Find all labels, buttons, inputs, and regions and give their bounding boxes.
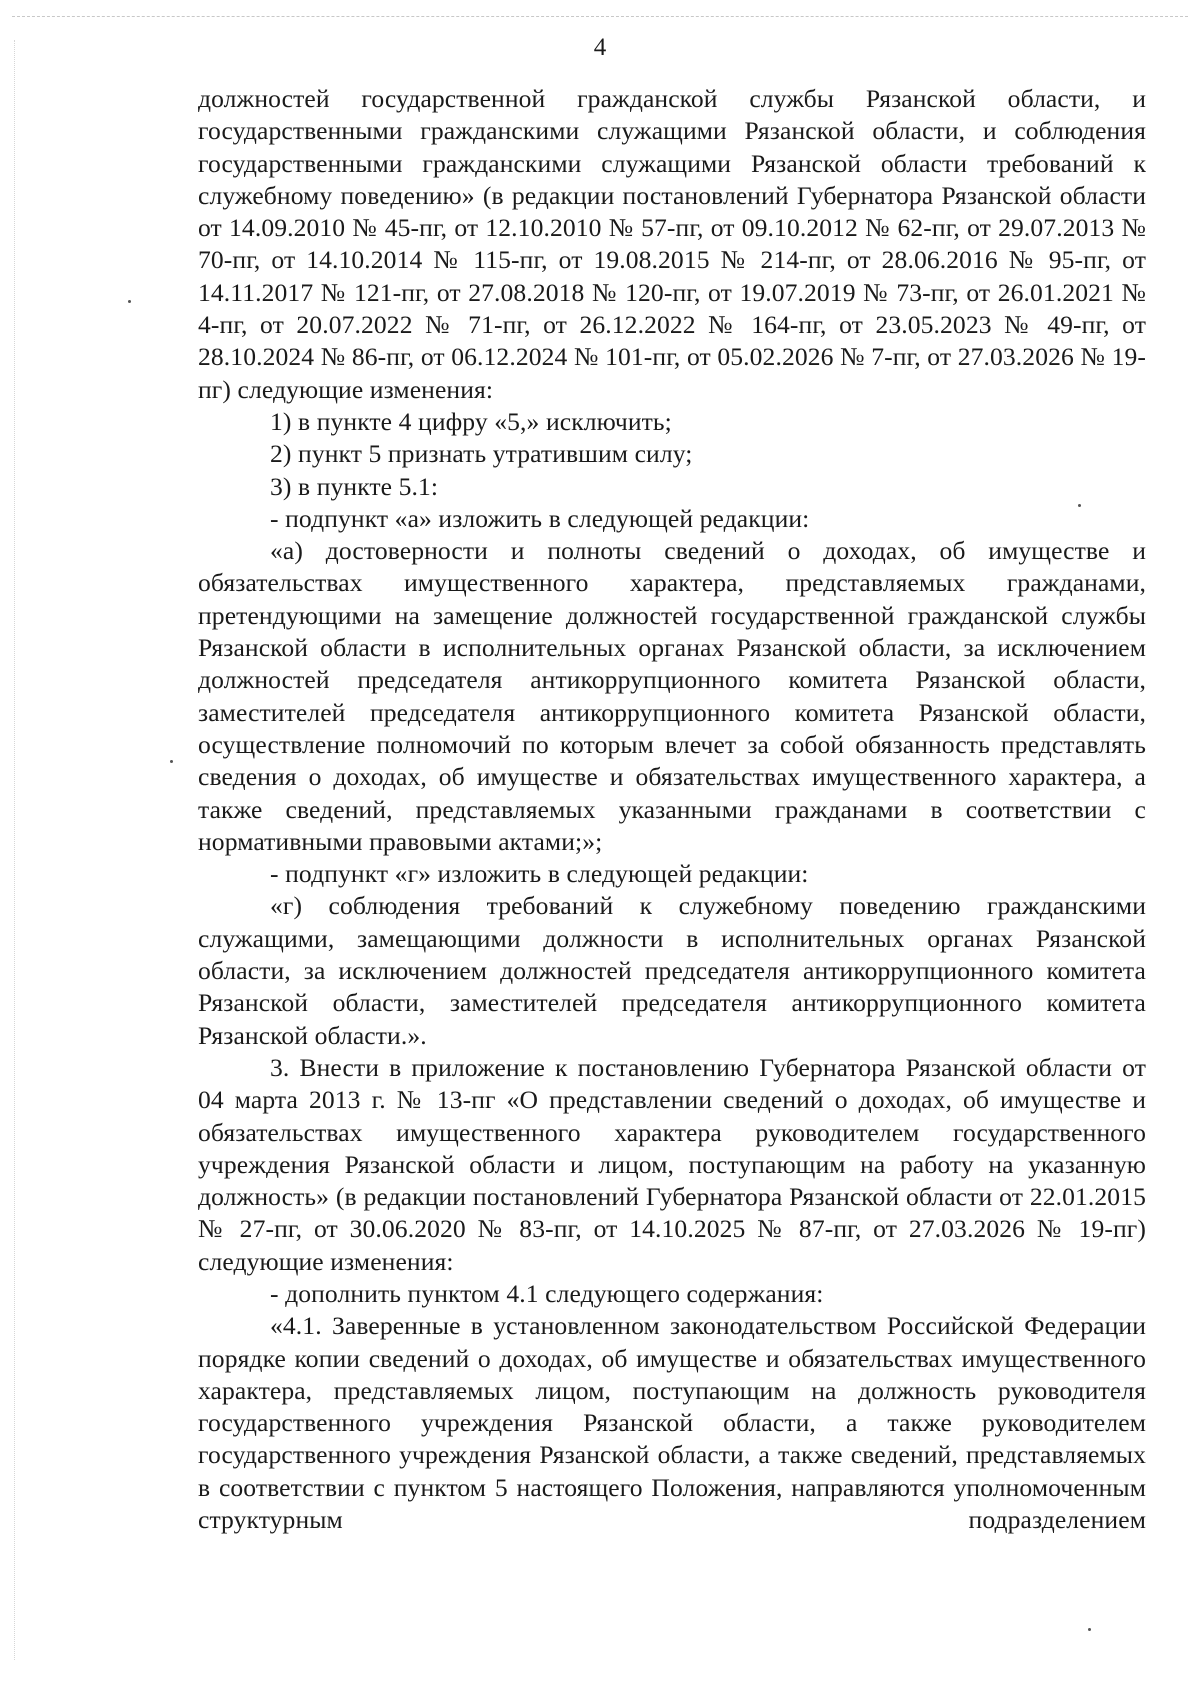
list-item-2: 2) пункт 5 признать утратившим силу; bbox=[270, 439, 693, 469]
page-number: 4 bbox=[593, 34, 607, 61]
section-3-text: 3. Внести в приложение к постановлению Губернатора Рязанской области от 04 марта 2013 г. № 13-пг «О представлении сведений о доходах, об имуществе и обязательствах имущественного характера руководителем государственного учреждения Рязанской области и лицом, поступающим на работу на указанную должность» (в редакции постановлений Губернатора Рязанской области от 22.01.2015 № 27-пг, от 30.06.2020 № 83-пг, от 14.10.2025 № 87-пг, от 27.03.2026 № 19-пг) следующие изменения: bbox=[198, 1052, 1146, 1276]
subitem-g-heading: - подпункт «г» изложить в следующей редакции: bbox=[270, 859, 809, 889]
section-3-heading: - дополнить пунктом 4.1 следующего содержания: bbox=[270, 1278, 824, 1308]
point-4-1-text: «4.1. Заверенные в установленном законодательством Российской Федерации порядке копии сведений о доходах, об имуществе и обязательствах имущественного характера, представляемых лицом, поступающим на должность руководителя государственного учреждения Рязанской области, а также руководителем государственного учреждения Рязанской области, а также сведений, представляемых в соответствии с пунктом 5 настоящего Положения, направляются уполномоченным структурным подразделением bbox=[198, 1311, 1146, 1535]
scan-edge-top bbox=[12, 16, 1188, 17]
list-item-3: 3) в пункте 5.1: bbox=[270, 471, 439, 501]
subitem-g-text: «г) соблюдения требований к служебному поведению гражданскими служащими, замещающими должности в исполнительных органах Рязанской области, за исключением должностей председателя антикоррупционного комитета Рязанской области, заместителей председателя антикоррупционного комитета Рязанской области.». bbox=[198, 891, 1146, 1050]
paragraph-continuation: должностей государственной гражданской службы Рязанской области, и государственными гражданскими служащими Рязанской области, и соблюдения государственными гражданскими служащими Рязанской области требований к служебному поведению» (в редакции постановлений Губернатора Рязанской области от 14.09.2010 № 45-пг, от 12.10.2010 № 57-пг, от 09.10.2012 № 62-пг, от 29.07.2013 № 70-пг, от 14.10.2014 № 115-пг, от 19.08.2015 № 214-пг, от 28.06.2016 № 95-пг, от 14.11.2017 № 121-пг, от 27.08.2018 № 120-пг, от 19.07.2019 № 73-пг, от 26.01.2021 № 4-пг, от 20.07.2022 № 71-пг, от 26.12.2022 № 164-пг, от 23.05.2023 № 49-пг, от 28.10.2024 № 86-пг, от 06.12.2024 № 101-пг, от 05.02.2026 № 7-пг, от 27.03.2026 № 19-пг) следующие изменения: bbox=[198, 84, 1146, 404]
subitem-a-heading: - подпункт «а» изложить в следующей редакции: bbox=[270, 503, 810, 533]
subitem-a-text: «а) достоверности и полноты сведений о доходах, об имуществе и обязательствах имущественного характера, представляемых гражданами, претендующими на замещение должностей государственной гражданской службы Рязанской области в исполнительных органах Рязанской области, за исключением должностей председателя антикоррупционного комитета Рязанской области, заместителей председателя антикоррупционного комитета Рязанской области, осуществление полномочий по которым влечет за собой обязанность представлять сведения о доходах, об имуществе и обязательствах имущественного характера, а также сведений, представляемых указанными гражданами в соответствии с нормативными правовыми актами;»; bbox=[198, 536, 1146, 856]
scan-speck bbox=[170, 760, 173, 763]
scan-speck bbox=[1078, 504, 1081, 507]
scan-speck bbox=[128, 300, 131, 303]
list-item-1: 1) в пункте 4 цифру «5,» исключить; bbox=[270, 406, 672, 436]
scan-edge-left bbox=[14, 40, 15, 1660]
document-body bbox=[198, 83, 1146, 1536]
scan-speck bbox=[1088, 1628, 1091, 1631]
